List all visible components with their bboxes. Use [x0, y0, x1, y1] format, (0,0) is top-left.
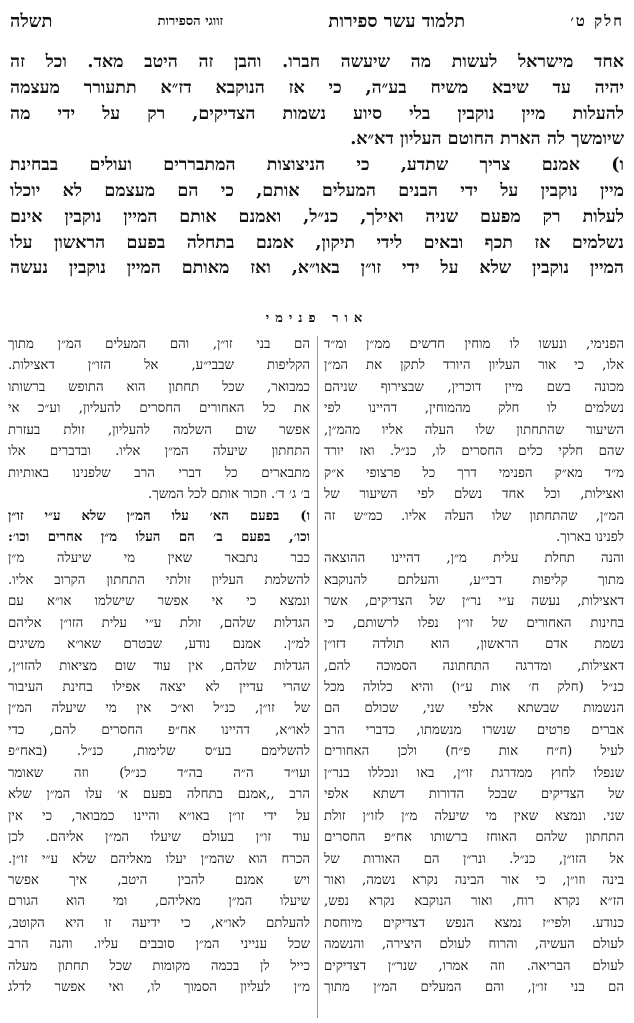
running-header: [10, 6, 624, 36]
commentary-line: כנודע. ולפי״ז נמצא הנפש דצדיקים מיוחסת: [324, 915, 624, 931]
commentary-line: לעולם העשיה, והרוח לעולם היצירה, והנשמה: [324, 937, 624, 953]
commentary-line: הם בני זו״ן, והם המעלים המ״ן מתוך: [324, 980, 624, 996]
commentary-line: ואצילות, וכל אחד נשלם לפי השיעור של: [324, 487, 624, 503]
commentary-line: והנה תחלת עלית מ״ן, דהיינו ההוצאה: [324, 551, 624, 567]
commentary-line: את כל האחורים החסרים להעליון, וע״כ אי: [8, 401, 310, 417]
part-label: חלק ט׳: [570, 11, 624, 30]
commentary-line: כייל לן בכמה מקומות שכל תחתון מעלה: [8, 958, 310, 974]
commentary-left-column: [8, 334, 310, 1020]
commentary-heading-line: ו) בפעם הא׳ עלו המ״ן שלא ע״י זו״ן: [8, 508, 310, 524]
commentary-line: הגדלות שלהם, אין עוד שום מציאות להזו״ן,: [8, 658, 310, 674]
main-text-line: המיין נוקבין שלא על ידי זו״ן באו״א, ואז מאותם המיין נוקבין נעשה: [10, 258, 624, 279]
commentary-line: אפשר שום השלמה להעליון, זולת בעזרת: [8, 422, 310, 438]
main-text-line: מיין נוקבין על ידי הבנים המעלים אותם, כי הם מעצמם לא יוכלו: [10, 180, 624, 201]
commentary-line: לעיל (ח״ח אות פ״ח) ולכן האחורים: [324, 744, 624, 760]
commentary-line: להעלתם לאו״א, כי ידיעה זו היא הקוטב,: [8, 915, 310, 931]
commentary-line: הקליפות שבבי״ע, אל הזו״ן דאצילות.: [8, 358, 310, 374]
commentary-line: לאו״א, דהיינו אח״פ החסרים להם, כדי: [8, 722, 310, 738]
commentary-line: על ידי זו״ן באו״א והיינו כמבואר, כי אין: [8, 808, 310, 824]
commentary-line: להשלימם בע״ס שלימות, כנ״ל. (באח״פ: [8, 744, 310, 760]
commentary-title: אור פנימי: [265, 311, 369, 326]
commentary-line: הרב ,,אמנם בתחלה בפעם א׳ עלו המ״ן שלא: [8, 787, 310, 803]
commentary-line: הפנימי, ונעשו לו מוחין חדשים ממ״ן ומ״ד: [324, 337, 624, 352]
commentary-line: נשלמים לו חלק מהמוחין, דהיינו לפי: [324, 401, 624, 417]
column-divider: [317, 336, 318, 1018]
commentary-line: הכרח הוא שהמ״ן יעלו מאליהם שלא ע״י זו״ן.: [8, 851, 310, 867]
commentary-line: מתבארים כל דברי הרב שלפנינו באותיות: [8, 465, 310, 481]
commentary-line: התחתון שלהם האוחז ברשותו אח״פ החסרים: [324, 830, 624, 846]
main-text-line: להעלות מיין נוקבין בלי סיוע נשמות הצדיקים, רק על ידי מה: [10, 103, 624, 124]
book-title: תלמוד עשר ספירות: [328, 10, 466, 32]
page-number: תשלה: [10, 10, 53, 32]
main-text-line: שיומשך לה הארת החוטם העליון דא״א.: [350, 129, 624, 150]
commentary-line: מ״ד מא״ק הפנימי דרך כל פרצופי א״ק: [324, 465, 624, 481]
commentary-line: דאצילות, נעשה ע״י נר״ן של הצדיקים, אשר: [324, 594, 624, 610]
commentary-line: התחתון שיעלה המ״ן אליו. ובדברים אלו: [8, 444, 310, 460]
commentary-line: כנ״ל (חלק ח׳ אות ע״ו) והיא כלולה מכל: [324, 680, 624, 695]
commentary-line: מתוך קליפות דבי״ע, והעלתם להנוקבא: [324, 572, 624, 588]
commentary-line: הז״א נקרא רוח, ואור הנוקבא נקרא נפש,: [324, 894, 624, 910]
commentary-line: שנפלו לחוץ ממדרגת זו״ן, באו ונכללו בנר״ן: [324, 765, 624, 781]
commentary-line: עוד זו״ן בעולם שיעלו המ״ן אליהם. לכן: [8, 830, 310, 846]
commentary-line: כבר נתבאר שאין מי שיעלה מ״ן: [8, 551, 310, 567]
commentary-line: הם בני זו״ן, והם המעלים המ״ן מתוך: [8, 337, 310, 352]
commentary-line: השיעור שהתחתון שלו העלה אליו מהמ״ן,: [324, 422, 624, 438]
commentary-line: של זו״ן, כנ״ל וא״כ אין מי שיעלה המ״ן: [8, 701, 310, 717]
main-text-line: יהיה עד שיבא משיח בע״ה, כי אז הנוקבא דז״א תתעורר מעצמה: [10, 77, 624, 98]
main-text-line: ו) אמנם צריך שתדע, כי הניצוצות המתבררים ועולים בבחינת: [10, 155, 624, 176]
commentary-line: להשלמת העליון זולתי התחתון הקרוב אליו.: [8, 572, 310, 588]
commentary-line: בחינות האחורים של זו״ן נפלו לרשותם, כי: [324, 615, 624, 631]
commentary-line: שכל ענייני המ״ן סובבים עליו. והנה הרב: [8, 937, 310, 953]
commentary-right-column: [324, 334, 624, 1020]
commentary-line: למ״ן. אמנם נודע, שבטרם שאו״א משיגים: [8, 637, 310, 653]
commentary-line: כמבואר, שכל תחתון הוא התופש ברשותו: [8, 379, 310, 395]
commentary-line: מכונה בשם מיין דוכרין, שבצירוף שניהם: [324, 379, 624, 395]
commentary-line: לפנינו בארוך.: [555, 529, 624, 545]
commentary-line: ונמצא כי אי אפשר שישלמו או״א עם: [8, 594, 310, 610]
commentary-heading-line: וכו׳, בפעם ב׳ הם העלו מ״ן אחרים וכו׳:: [8, 529, 310, 545]
main-text: [10, 50, 624, 308]
commentary-line: מ״ן לעליון הסמוך לו, ואי אפשר לדלג: [8, 980, 310, 996]
main-text-line: אחד מישראל לעשות מה שיעשה חברו. והבן זה היטב מאד. וכל זה: [10, 52, 624, 72]
section-subtitle: זווגי הספירות: [157, 14, 224, 29]
commentary-line: ועו״ד ה״ה בה״ד כנ״ל) וזה שאומר: [8, 765, 310, 781]
commentary-line: שהם חלקי כלים החסרים לו, כנ״ל. ואז יורד: [324, 444, 624, 460]
commentary-line: נשמת אדם הראשון, הוא תולדה דזו״ן: [324, 637, 624, 653]
commentary-line: ויש אמנם להבין היטב, איך אפשר: [8, 872, 310, 888]
commentary-line: שני. ונמצא שאין מי שיעלה מ״ן לזו״ן זולת: [324, 808, 624, 824]
commentary-line: שיעלו המ״ן מאליהם, ומי הוא הגורם: [8, 894, 310, 910]
main-text-line: נשלמים אז תכף ובאים לידי תיקון, אמנם בתחלה בפעם הראשון עלו: [10, 232, 624, 253]
commentary-line: הנשמות שבשתא אלפי שני, שכולם הם: [324, 701, 624, 717]
commentary-line: של הצדיקים שבכל הדורות דשתא אלפי: [324, 787, 624, 803]
commentary-line: שהרי עדיין לא יצאה אפילו בחינת העיבור: [8, 680, 310, 695]
commentary-line: אל הזו״ן, כנ״ל. ונר״ן הם האורות של: [324, 851, 624, 867]
commentary-line: דאצילות, ומדרגה התחתונה הסמוכה להם,: [324, 658, 624, 674]
commentary-line: המ״ן, שהתחתון שלו העלה אליו. כמ״ש זה: [324, 508, 624, 524]
commentary-line: אלו, כי אור העליון היורד לתקן את המ״ן: [324, 358, 624, 374]
main-text-line: לעלות רק מפעם שניה ואילך, כנ״ל, ואמנם אותם המיין נוקבין אינם: [10, 206, 624, 227]
commentary-line: בינה וזו״ן, כי אור הבינה נקרא נשמה, ואור: [324, 872, 624, 888]
commentary-line: אברים פרטים שנשרו מנשמתו, כדברי הרב: [324, 722, 624, 738]
commentary-line: לעולם הבריאה. וזה אמרו, שנר״ן דצדיקים: [324, 958, 624, 974]
commentary-line: ב׳ ג׳ ד׳. וזכור אותם לכל המשך.: [148, 487, 310, 503]
commentary-line: הגדלות שלהם, זולת ע״י עלית הזו״ן אליהם: [8, 615, 310, 631]
